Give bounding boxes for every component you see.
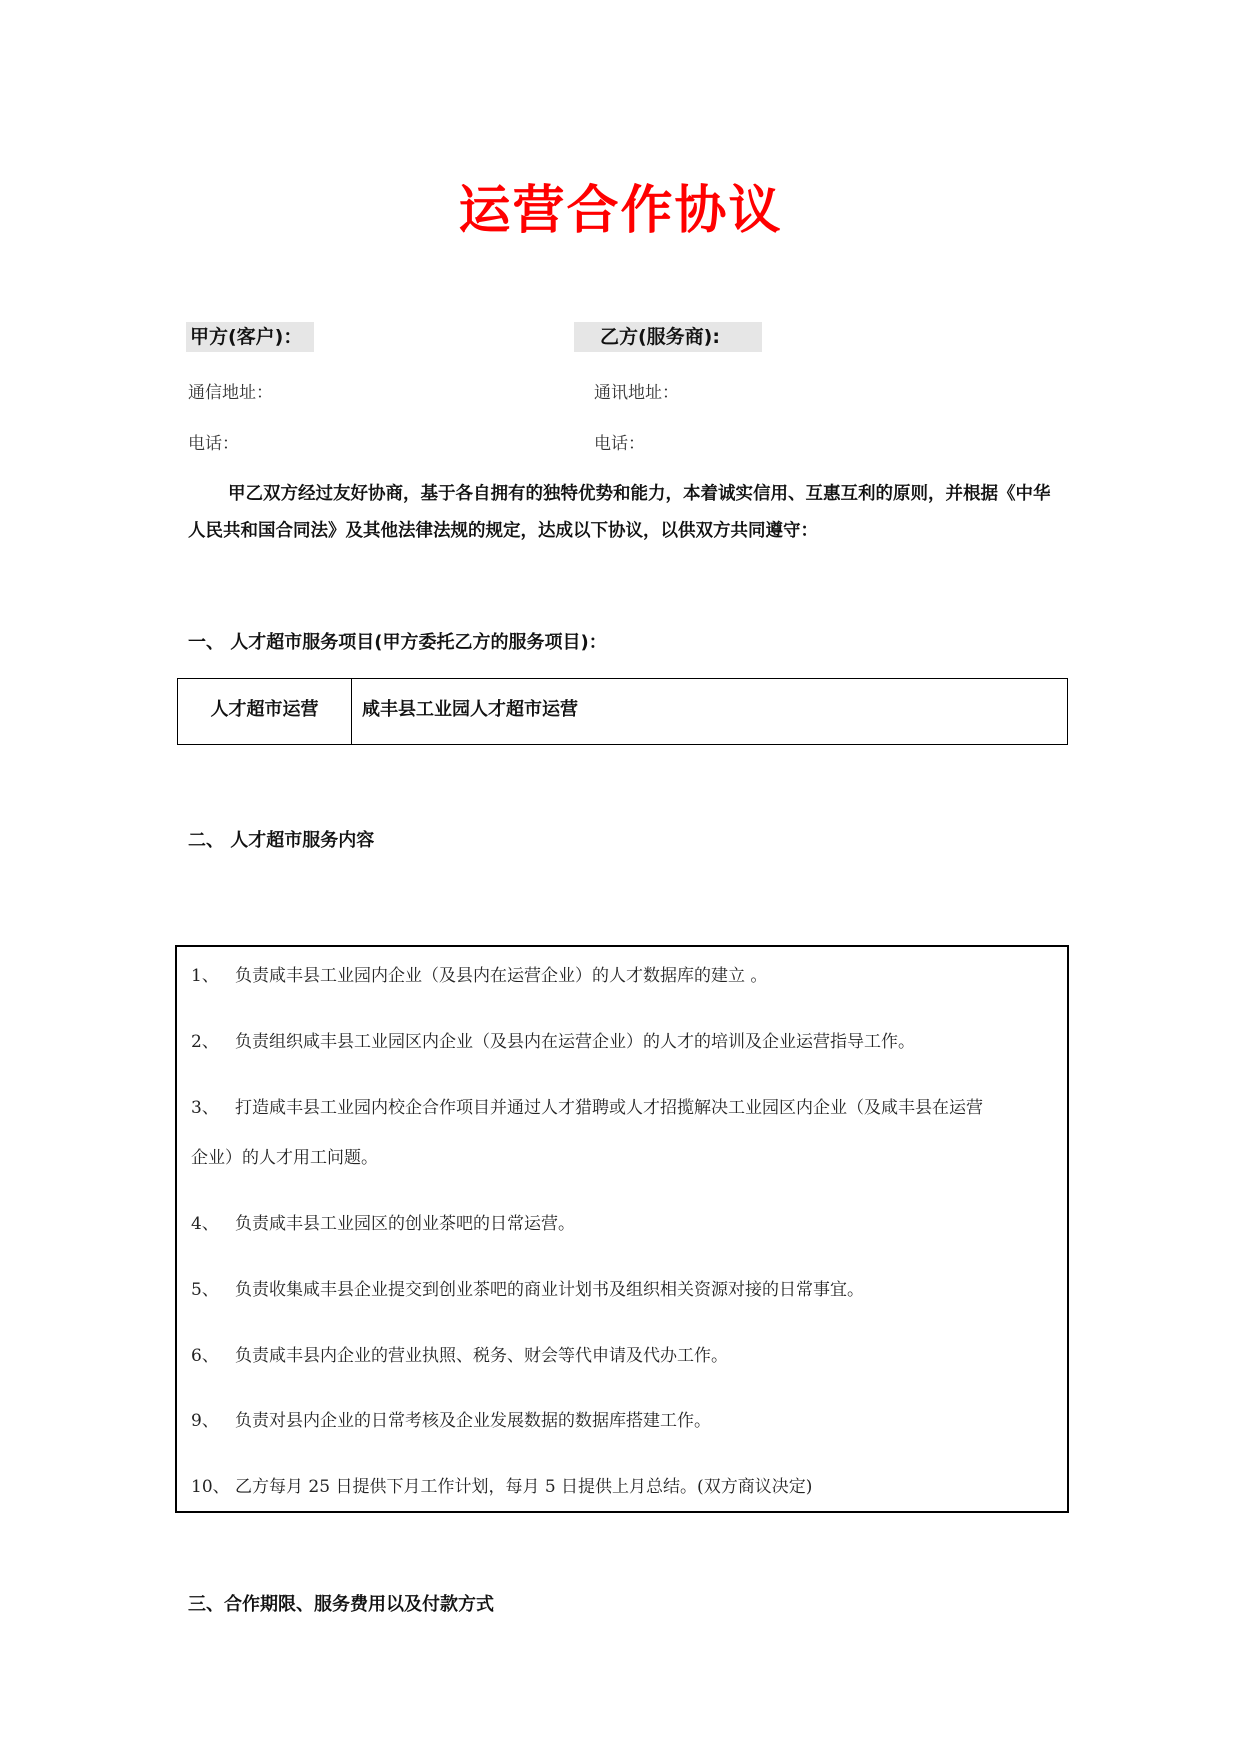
content-item-2: 2、 负责组织咸丰县工业园区内企业（及县内在运营企业）的人才的培训及企业运营指导工作。 — [191, 1032, 915, 1052]
content-item-4: 4、 负责咸丰县工业园区的创业茶吧的日常运营。 — [191, 1214, 575, 1234]
content-item-10: 10、 乙方每月 25 日提供下月工作计划，每月 5 日提供上月总结。(双方商议决定) — [191, 1477, 813, 1497]
service-item-detail: 咸丰县工业园人才超市运营 — [362, 699, 578, 720]
section-1-heading: 一、 人才超市服务项目(甲方委托乙方的服务项目)： — [188, 632, 607, 653]
content-item-3-continued: 企业）的人才用工问题。 — [191, 1148, 378, 1168]
party-b-phone-label: 电话： — [594, 434, 645, 454]
document-title: 运营合作协议 — [458, 181, 783, 241]
content-item-5: 5、 负责收集咸丰县企业提交到创业茶吧的商业计划书及组织相关资源对接的日常事宜。 — [191, 1280, 864, 1300]
content-item-6: 6、 负责咸丰县内企业的营业执照、税务、财会等代申请及代办工作。 — [191, 1346, 728, 1366]
service-content-box — [175, 945, 1069, 1513]
content-item-1: 1、 负责咸丰县工业园内企业（及县内在运营企业）的人才数据库的建立 。 — [191, 966, 768, 986]
intro-paragraph: 甲乙双方经过友好协商，基于各自拥有的独特优势和能力，本着诚实信用、互惠互利的原则，并根据《中华人民共和国合同法》及其他法律法规的规定，达成以下协议，以供双方共同遵守： — [188, 484, 1051, 541]
party-b-label: 乙方(服务商): — [574, 322, 762, 352]
section-3-heading: 三、合作期限、服务费用以及付款方式 — [188, 1594, 494, 1615]
party-a-phone-label: 电话： — [188, 434, 239, 454]
party-a-label: 甲方(客户)： — [186, 322, 314, 352]
party-a-address-label: 通信地址： — [188, 383, 273, 403]
service-item-name: 人才超市运营 — [178, 679, 352, 744]
party-b-address-label: 通讯地址： — [594, 383, 679, 403]
content-item-3: 3、 打造咸丰县工业园内校企合作项目并通过人才猎聘或人才招揽解决工业园区内企业（及咸丰县在运营 — [191, 1098, 983, 1118]
service-item-table — [177, 678, 1068, 745]
section-2-heading: 二、 人才超市服务内容 — [188, 830, 375, 851]
content-item-9: 9、 负责对县内企业的日常考核及企业发展数据的数据库搭建工作。 — [191, 1411, 711, 1431]
